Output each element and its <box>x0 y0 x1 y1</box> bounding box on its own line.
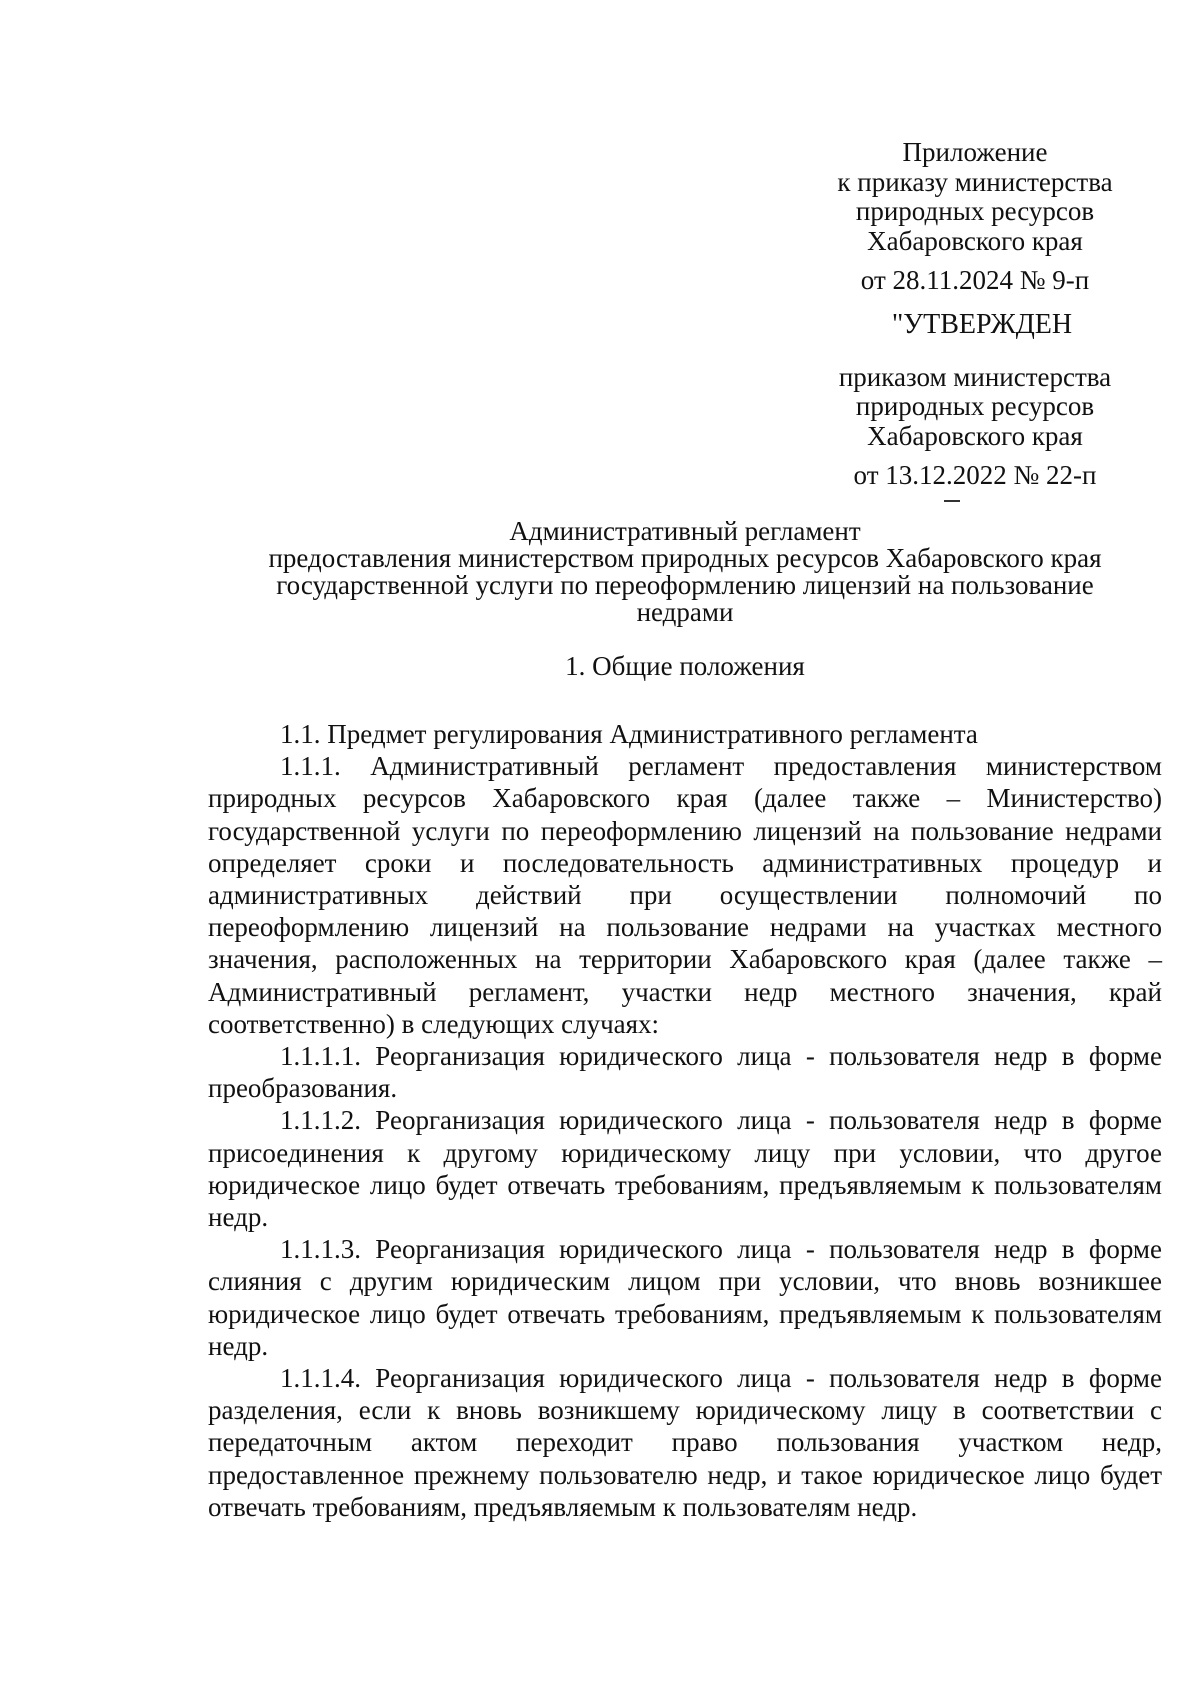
appendix-block <box>795 138 1155 295</box>
appendix-date: от 28.11.2024 № 9-п <box>860 264 1090 295</box>
paragraph: 1.1.1.3. Реорганизация юридического лица - пользователя недр в форме слияния с другим юридическим лицом при условии, что вновь возникшее юридическое лицо будет отвечать требованиям, предъявляемым к пользователям недр. <box>208 1234 1162 1361</box>
approved-line: приказом министерства <box>838 361 1112 392</box>
paragraph: 1.1.1.1. Реорганизация юридического лица - пользователя недр в форме преобразования. <box>208 1041 1162 1104</box>
title-line: предоставления министерством природных ресурсов Хабаровского края <box>268 543 1102 573</box>
document-title <box>208 518 1162 626</box>
dash-mark <box>944 500 960 502</box>
appendix-line: Хабаровского края <box>867 226 1083 257</box>
paragraph: 1.1.1.4. Реорганизация юридического лица - пользователя недр в форме разделения, если к вновь возникшему юридическому лицу в соответствии с передаточным актом переходит право пользования участком недр, предоставленное прежнему пользователю недр, и такое юридическое лицо будет отвечать требованиям, предъявляемым к пользователям недр. <box>208 1363 1162 1522</box>
document-body <box>208 718 1162 1523</box>
approved-date: от 13.12.2022 № 22-п <box>853 459 1097 490</box>
appendix-line: к приказу министерства <box>837 166 1113 197</box>
appendix-line: Приложение <box>902 137 1048 167</box>
appendix-line: природных ресурсов <box>855 196 1095 227</box>
paragraph-subsection-title: 1.1. Предмет регулирования Административного регламента <box>280 719 978 749</box>
approved-block <box>795 310 1155 491</box>
approved-line: Хабаровского края <box>867 421 1083 452</box>
approved-line: природных ресурсов <box>855 391 1095 422</box>
title-line: недрами <box>636 597 734 627</box>
title-line: Административный регламент <box>509 516 861 546</box>
approved-heading: "УТВЕРЖДЕН <box>891 309 1073 340</box>
section-heading: 1. Общие положения <box>565 651 805 681</box>
paragraph: 1.1.1. Административный регламент предоставления министерством природных ресурсов Хабаровского края (далее также – Министерство) государственной услуги по переоформлению лицензий на пользование недрами определяет сроки и последовательность административных процедур и административных действий при осуществлении полномочий по переоформлению лицензий на пользование недрами на участках местного значения, расположенных на территории Хабаровского края (далее также – Административный регламент, участки недр местного значения, край соответственно) в следующих случаях: <box>208 751 1162 1039</box>
paragraph: 1.1.1.2. Реорганизация юридического лица - пользователя недр в форме присоединения к другому юридическому лицу при условии, что другое юридическое лицо будет отвечать требованиям, предъявляемым к пользователям недр. <box>208 1105 1162 1233</box>
title-line: государственной услуги по переоформлению лицензий на пользование <box>276 570 1094 600</box>
